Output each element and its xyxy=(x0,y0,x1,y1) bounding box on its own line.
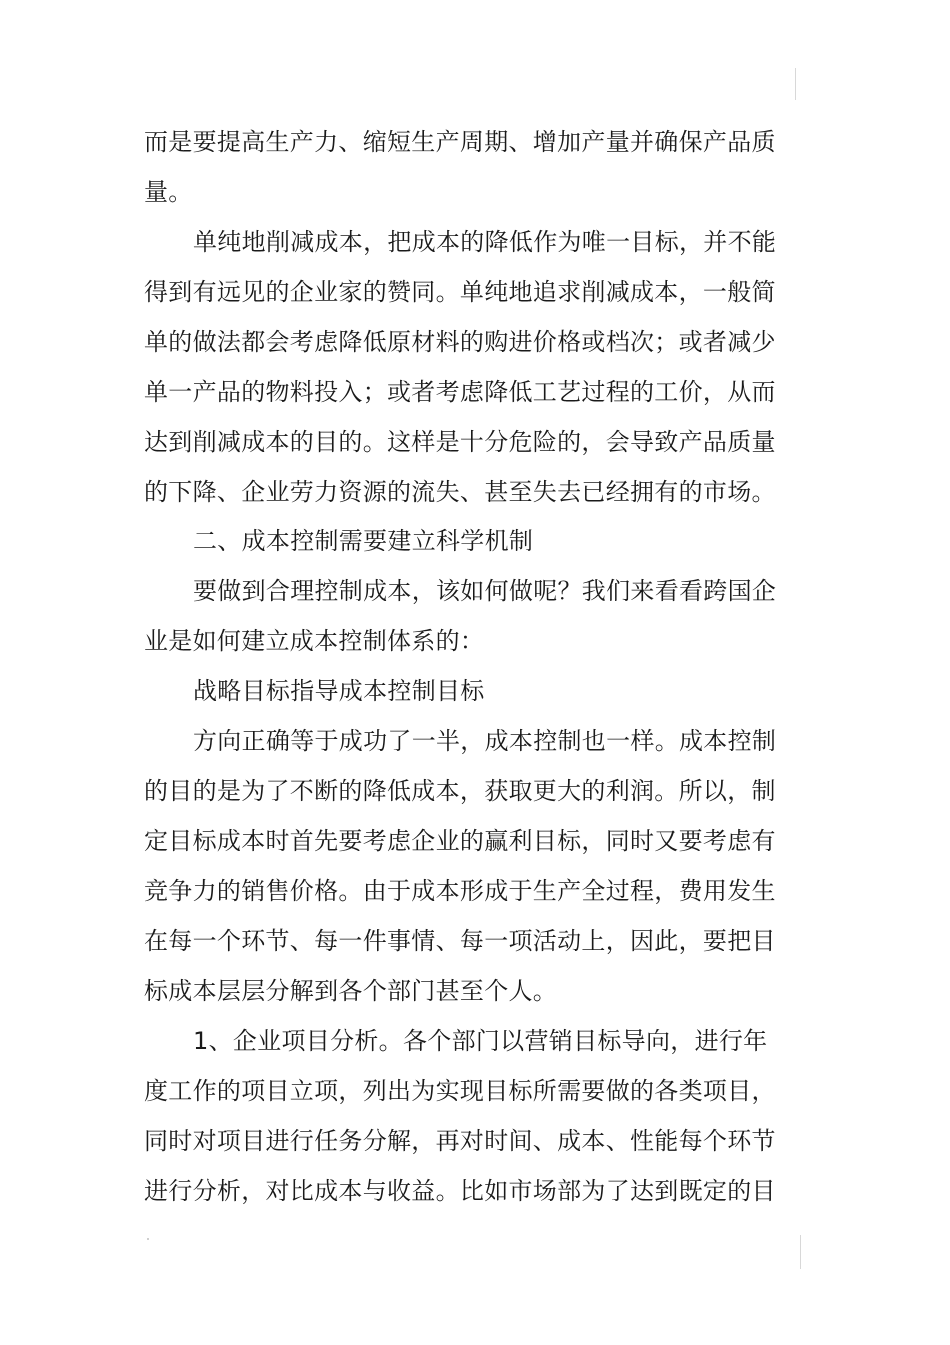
text-line: 标成本层层分解到各个部门甚至个人。 xyxy=(144,977,558,1005)
text-line: 而是要提高生产力、缩短生产周期、增加产量并确保产品质 xyxy=(144,128,776,156)
text-line: 单一产品的物料投入；或者考虑降低工艺过程的工价，从而 xyxy=(144,378,776,406)
paragraph-first-line: 方向正确等于成功了一半，成本控制也一样。成本控制 xyxy=(193,727,777,755)
text-line: 业是如何建立成本控制体系的： xyxy=(144,627,485,655)
text-line: 达到削减成本的目的。这样是十分危险的，会导致产品质量 xyxy=(144,428,776,456)
text-line: 得到有远见的企业家的赞同。单纯地追求削减成本，一般简 xyxy=(144,278,776,306)
page-corner-dot xyxy=(147,1238,149,1240)
text-line: 的目的是为了不断的降低成本，获取更大的利润。所以，制 xyxy=(144,777,776,805)
text-line: 的下降、企业劳力资源的流失、甚至失去已经拥有的市场。 xyxy=(144,478,776,506)
paragraph-first-line: 1、企业项目分析。各个部门以营销目标导向，进行年 xyxy=(193,1027,768,1055)
page-corner-mark-top xyxy=(795,68,796,100)
subsection-heading: 战略目标指导成本控制目标 xyxy=(193,677,485,705)
text-line: 定目标成本时首先要考虑企业的赢利目标，同时又要考虑有 xyxy=(144,827,776,855)
section-heading: 二、成本控制需要建立科学机制 xyxy=(193,527,534,555)
text-line: 同时对项目进行任务分解，再对时间、成本、性能每个环节 xyxy=(144,1127,776,1155)
text-line: 度工作的项目立项，列出为实现目标所需要做的各类项目， xyxy=(144,1077,776,1105)
text-line: 量。 xyxy=(144,178,193,206)
text-line: 进行分析，对比成本与收益。比如市场部为了达到既定的目 xyxy=(144,1177,776,1205)
page-corner-mark-bottom xyxy=(800,1235,801,1269)
text-line: 在每一个环节、每一件事情、每一项活动上，因此，要把目 xyxy=(144,927,776,955)
text-line: 竞争力的销售价格。由于成本形成于生产全过程，费用发生 xyxy=(144,877,776,905)
paragraph-first-line: 要做到合理控制成本，该如何做呢？我们来看看跨国企 xyxy=(193,577,777,605)
paragraph-first-line: 单纯地削减成本，把成本的降低作为唯一目标，并不能 xyxy=(193,228,777,256)
text-line: 单的做法都会考虑降低原材料的购进价格或档次；或者减少 xyxy=(144,328,776,356)
